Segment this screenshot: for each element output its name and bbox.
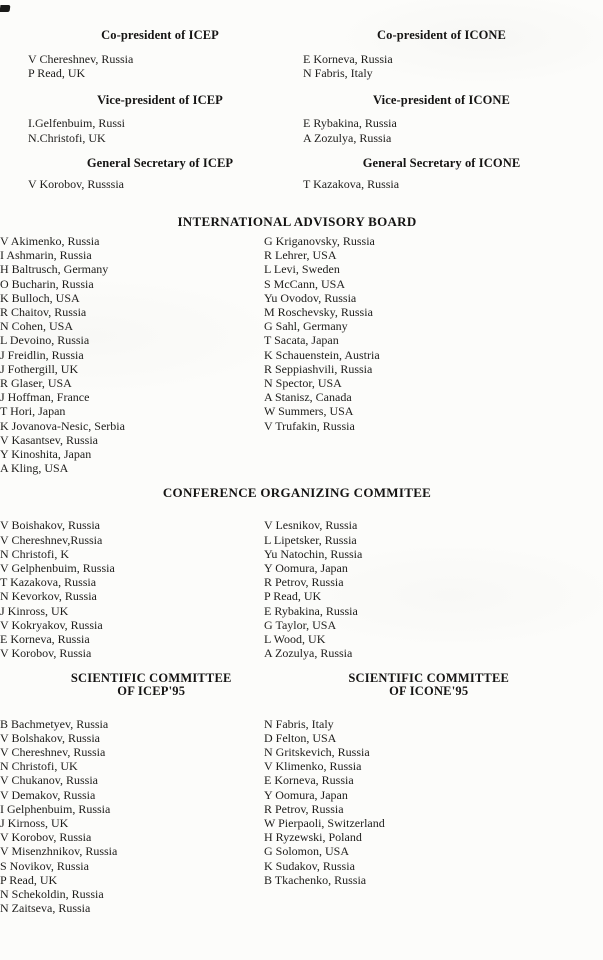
- member-name: N Kevorkov, Russia: [0, 589, 97, 604]
- icone-secretary-members: [303, 177, 580, 191]
- member-name: M Roschevsky, Russia: [264, 305, 373, 320]
- organizing-committee-section: [0, 518, 603, 660]
- icone95-committee-list: [264, 717, 541, 887]
- icep95-committee-heading: [28, 672, 288, 698]
- member-name: L Devoino, Russia: [0, 333, 90, 348]
- member-name: P Read, UK: [28, 66, 86, 81]
- member-name: G Kriganovsky, Russia: [264, 234, 375, 249]
- icep-copresident-group: [28, 29, 292, 80]
- member-name: V Chereshnev, Russia: [28, 52, 134, 66]
- member-name: T Hori, Japan: [0, 404, 66, 419]
- icone95-committee-heading: [299, 672, 603, 698]
- member-name: N Gritskevich, Russia: [264, 744, 370, 759]
- member-name: K Bulloch, USA: [0, 290, 80, 305]
- icep-officers-column: [28, 29, 292, 191]
- member-name: P Read, UK: [264, 589, 322, 604]
- member-name: V Chukanov, Russia: [0, 773, 99, 788]
- member-name: Yu Natochin, Russia: [264, 546, 363, 561]
- member-name: V Chereshnev, Russia: [0, 744, 106, 759]
- member-name: L Wood, UK: [264, 632, 326, 647]
- member-name: V Trufakin, Russia: [264, 418, 355, 433]
- icone-copresident-members: [303, 52, 580, 80]
- member-name: N Schekoldin, Russia: [0, 886, 104, 901]
- member-name: K Schauenstein, Austria: [264, 347, 380, 362]
- member-name: V Chereshnev,Russia: [0, 532, 103, 547]
- scan-artifact-mark: [0, 5, 10, 12]
- member-name: N Fabris, Italy: [303, 66, 373, 81]
- member-name: W Summers, USA: [264, 404, 354, 419]
- member-name: N.Christofi, UK: [28, 130, 106, 145]
- member-name: K Sudakov, Russia: [264, 858, 355, 873]
- member-name: W Pierpaoli, Switzerland: [264, 815, 385, 830]
- member-name: V Korobov, Russsia: [28, 176, 125, 191]
- member-name: R Seppiashvili, Russia: [264, 361, 373, 376]
- member-name: Yu Ovodov, Russia: [264, 290, 357, 305]
- icep-secretary-members: [28, 177, 292, 191]
- member-name: Y Oomura, Japan: [264, 561, 348, 576]
- icone95-heading-line2: OF ICONE'95: [389, 683, 469, 698]
- member-name: D Felton, USA: [264, 730, 337, 745]
- member-name: T Kazakova, Russia: [303, 176, 400, 191]
- member-name: V Lesnikov, Russia: [264, 518, 358, 533]
- member-name: A Kling, USA: [0, 461, 69, 476]
- member-name: V Kokryakov, Russia: [0, 617, 103, 632]
- member-name: V Kasantsev, Russia: [0, 432, 98, 447]
- icep95-heading-line2: OF ICEP'95: [117, 683, 186, 698]
- member-name: J Freidlin, Russia: [0, 347, 84, 362]
- member-name: G Solomon, USA: [264, 844, 350, 859]
- member-name: E Rybakina, Russia: [303, 116, 397, 131]
- advisory-board-heading: INTERNATIONAL ADVISORY BOARD: [177, 214, 417, 230]
- icone-secretary-group: [303, 157, 580, 191]
- member-name: O Bucharin, Russia: [0, 276, 94, 291]
- scientific-committee-section: [0, 717, 603, 916]
- member-name: R Glaser, USA: [0, 376, 72, 391]
- member-name: L Lipetsker, Russia: [264, 532, 357, 547]
- member-name: P Read, UK: [0, 872, 58, 887]
- advisory-board-right-list: [264, 234, 541, 433]
- member-name: A Zozulya, Russia: [303, 130, 392, 145]
- member-name: V Demakov, Russia: [0, 787, 96, 802]
- organizing-committee-right-list: [264, 518, 541, 660]
- member-name: B Bachmetyev, Russia: [0, 716, 109, 731]
- member-name: R Lehrer, USA: [264, 248, 337, 263]
- member-name: N Christofi, UK: [0, 759, 78, 774]
- icep-secretary-group: [28, 157, 292, 191]
- advisory-board-section: [0, 234, 603, 475]
- icep-vicepresident-heading: Vice-president of ICEP: [97, 93, 223, 108]
- scientific-committee-headings: [0, 672, 603, 698]
- member-name: E Korneva, Russia: [0, 632, 90, 647]
- member-name: S Novikov, Russia: [0, 858, 89, 873]
- member-name: N Cohen, USA: [0, 319, 74, 334]
- member-name: E Korneva, Russia: [303, 52, 393, 66]
- member-name: G Sahl, Germany: [264, 319, 348, 334]
- icone-copresident-group: [303, 29, 580, 80]
- officers-section: [0, 29, 603, 191]
- member-name: I Gelphenbuim, Russia: [0, 801, 111, 816]
- member-name: A Zozulya, Russia: [264, 646, 353, 661]
- member-name: N Fabris, Italy: [264, 716, 334, 731]
- member-name: E Korneva, Russia: [264, 773, 354, 788]
- member-name: I Ashmarin, Russia: [0, 248, 92, 263]
- member-name: N Christofi, K: [0, 546, 69, 561]
- member-name: N Spector, USA: [264, 376, 342, 391]
- member-name: T Kazakova, Russia: [0, 575, 97, 590]
- member-name: V Bolshakov, Russia: [0, 730, 101, 745]
- member-name: B Tkachenko, Russia: [264, 872, 367, 887]
- icone-copresident-heading: Co-president of ICONE: [377, 28, 506, 42]
- icep-vicepresident-group: [28, 94, 292, 144]
- member-name: I.Gelfenbuim, Russi: [28, 116, 125, 131]
- icone-secretary-heading: General Secretary of ICONE: [362, 155, 521, 170]
- member-name: V Klimenko, Russia: [264, 759, 362, 774]
- member-name: R Petrov, Russia: [264, 575, 344, 590]
- member-name: K Jovanova-Nesic, Serbia: [0, 418, 125, 433]
- member-name: R Chaitov, Russia: [0, 305, 87, 320]
- member-name: V Boishakov, Russia: [0, 518, 101, 533]
- member-name: V Korobov, Russia: [0, 646, 92, 661]
- icone-vicepresident-heading: Vice-president of ICONE: [372, 93, 510, 108]
- member-name: N Zaitseva, Russia: [0, 901, 91, 916]
- icep-copresident-members: [28, 52, 292, 80]
- member-name: V Akimenko, Russia: [0, 234, 100, 249]
- member-name: Y Oomura, Japan: [264, 787, 348, 802]
- member-name: J Hoffman, France: [0, 390, 90, 405]
- member-name: L Levi, Sweden: [264, 262, 340, 277]
- member-name: E Rybakina, Russia: [264, 603, 358, 618]
- member-name: H Ryzewski, Poland: [264, 830, 362, 845]
- member-name: R Petrov, Russia: [264, 801, 344, 816]
- icep95-heading-line1: SCIENTIFIC COMMITTEE: [70, 670, 232, 685]
- member-name: V Gelphenbuim, Russia: [0, 561, 115, 576]
- member-name: G Taylor, USA: [264, 617, 337, 632]
- member-name: V Misenzhnikov, Russia: [0, 844, 118, 859]
- icone-vicepresident-group: [303, 94, 580, 144]
- organizing-committee-heading: CONFERENCE ORGANIZING COMMITEE: [162, 485, 432, 501]
- member-name: V Korobov, Russia: [0, 830, 92, 845]
- icep95-committee-list: [0, 717, 264, 916]
- member-name: S McCann, USA: [264, 276, 346, 291]
- organizing-committee-left-list: [0, 518, 264, 660]
- member-name: J Fothergill, UK: [0, 361, 79, 376]
- advisory-board-left-list: [0, 234, 264, 475]
- icep-vicepresident-members: [28, 116, 292, 144]
- member-name: T Sacata, Japan: [264, 333, 339, 348]
- icep-secretary-heading: General Secretary of ICEP: [86, 155, 234, 170]
- icep-copresident-heading: Co-president of ICEP: [101, 28, 219, 42]
- icone95-heading-line1: SCIENTIFIC COMMITTEE: [348, 670, 510, 685]
- icone-vicepresident-members: [303, 116, 580, 144]
- member-name: J Kinross, UK: [0, 603, 69, 618]
- member-name: Y Kinoshita, Japan: [0, 447, 92, 462]
- member-name: H Baltrusch, Germany: [0, 262, 109, 277]
- icone-officers-column: [303, 29, 580, 191]
- member-name: A Stanisz, Canada: [264, 390, 352, 405]
- member-name: J Kirnoss, UK: [0, 815, 69, 830]
